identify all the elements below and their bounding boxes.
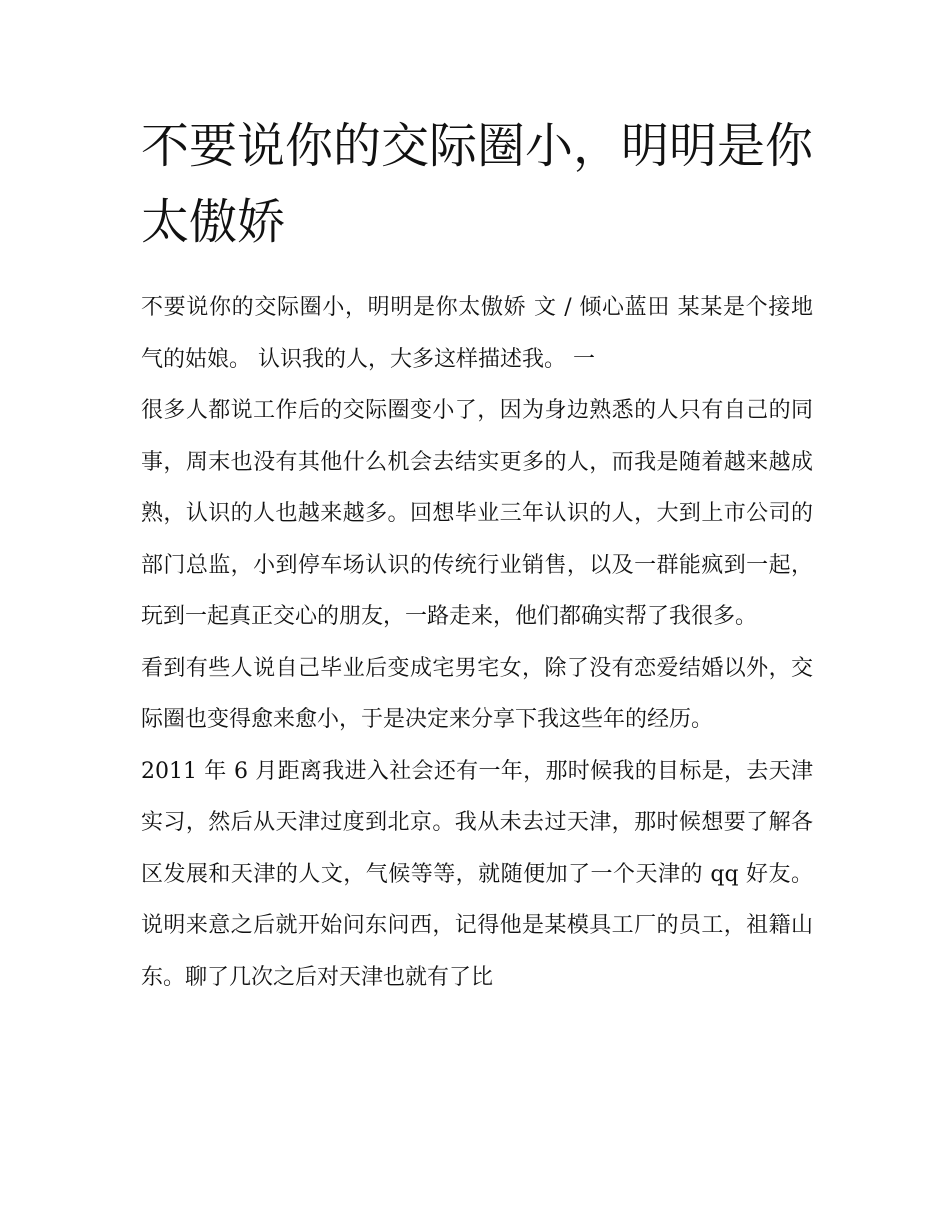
paragraph: 很多人都说工作后的交际圈变小了，因为身边熟悉的人只有自己的同事，周末也没有其他什么机会去结实更多的人，而我是随着越来越成熟，认识的人也越来越多。回想毕业三年认识的人，大到上市公司的部门总监，小到停车场认识的传统行业销售，以及一群能疯到一起，玩到一起真正交心的朋友，一路走来，他们都确实帮了我很多。: [141, 398, 813, 629]
paragraph: 看到有些人说自己毕业后变成宅男宅女，除了没有恋爱结婚以外，交际圈也变得愈来愈小，于是决定来分享下我这些年的经历。: [141, 655, 813, 732]
article-body: [141, 282, 813, 1003]
article-title: 不要说你的交际圈小，明明是你太傲娇: [141, 118, 814, 250]
article: [141, 108, 813, 1003]
paragraph: 不要说你的交际圈小，明明是你太傲娇 文 / 倾心蓝田 某某是个接地气的姑娘。 认识我的人，大多这样描述我。 一: [141, 295, 813, 372]
paragraph: 2011 年 6 月距离我进入社会还有一年，那时候我的目标是，去天津实习，然后从天津过度到北京。我从未去过天津，那时候想要了解各区发展和天津的人文，气候等等，就随便加了一个天津的 qq 好友。说明来意之后就开始问东问西，记得他是某模具工厂的员工，祖籍山东。聊了几次之后对天津也就有了比: [141, 758, 813, 990]
